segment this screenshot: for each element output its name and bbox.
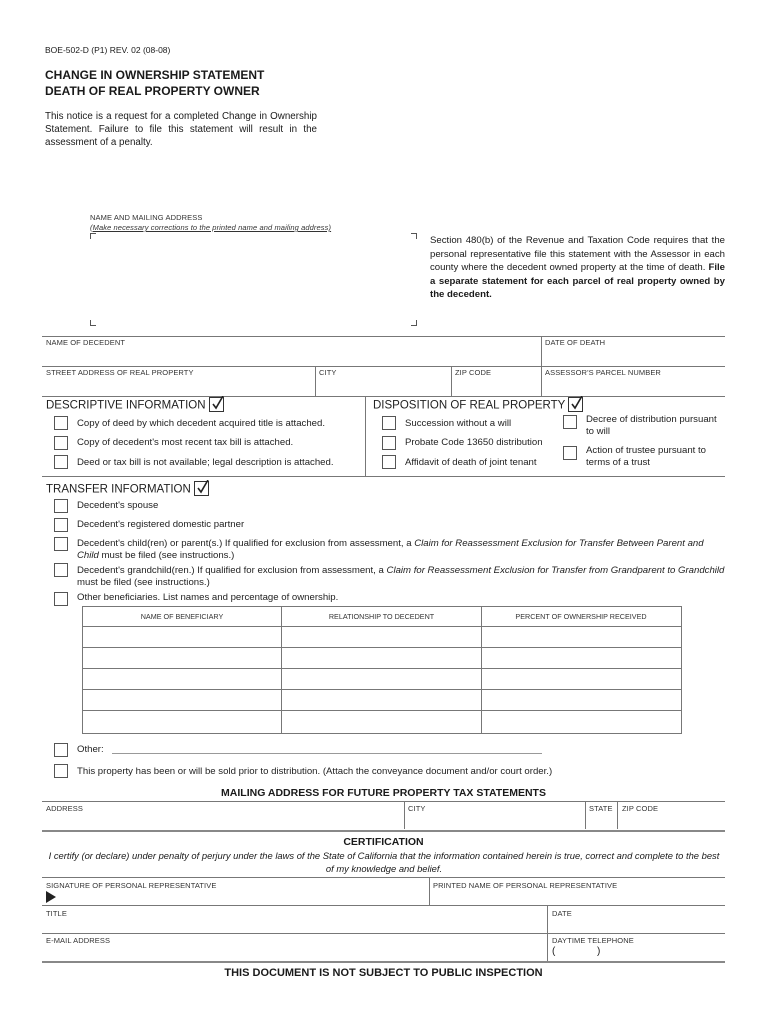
city-input[interactable] <box>319 379 447 393</box>
transfer-heading <box>46 482 209 497</box>
date-of-death-label: DATE OF DEATH <box>545 338 606 347</box>
grand-text-a: Decedent's grandchild(ren.) If qualified for exclusion from assessment, a <box>77 565 387 576</box>
email-label: E-MAIL ADDRESS <box>46 936 111 945</box>
name-of-decedent-input[interactable] <box>46 349 536 363</box>
disposition-heading-text: DISPOSITION OF REAL PROPERTY <box>373 399 566 412</box>
future-state-label: STATE <box>589 804 613 813</box>
relationship-input[interactable] <box>285 651 477 665</box>
checkbox-deed-copy[interactable] <box>54 416 68 430</box>
signature-input[interactable] <box>60 890 424 903</box>
beneficiary-name-input[interactable] <box>86 630 276 644</box>
zip-code-input[interactable] <box>455 379 537 393</box>
rule <box>42 905 725 906</box>
checkbox-property-sold[interactable] <box>54 764 68 778</box>
trustee-action-label: Action of trustee pursuant to terms of a trust <box>586 445 706 468</box>
street-address-input[interactable] <box>46 379 310 393</box>
checkbox-probate-code[interactable] <box>382 436 396 450</box>
rule <box>112 753 542 754</box>
section-480b-bold: File a separate statement for each parcel of real property owned by the decedent. <box>430 262 725 300</box>
grandchildren-label <box>77 565 725 589</box>
future-city-input[interactable] <box>408 814 581 827</box>
rule <box>82 647 681 648</box>
page-title-line2: DEATH OF REAL PROPERTY OWNER <box>45 84 260 98</box>
rule <box>451 366 452 396</box>
relationship-input[interactable] <box>285 693 477 707</box>
name-of-decedent-label: NAME OF DECEDENT <box>46 338 126 347</box>
future-address-input[interactable] <box>46 814 400 827</box>
percent-input[interactable] <box>485 693 675 707</box>
checkbox-succession[interactable] <box>382 416 396 430</box>
checkmark-icon <box>568 397 583 412</box>
future-zip-input[interactable] <box>622 814 723 827</box>
rule <box>42 396 725 397</box>
form-id: BOE-502-D (P1) REV. 02 (08-08) <box>45 45 171 55</box>
beneficiary-name-input[interactable] <box>86 714 276 728</box>
crop-mark-tl <box>90 233 96 239</box>
checkbox-affidavit[interactable] <box>382 455 396 469</box>
beneficiary-name-input[interactable] <box>86 651 276 665</box>
descriptive-heading <box>46 398 224 413</box>
future-mailing-heading: MAILING ADDRESS FOR FUTURE PROPERTY TAX STATEMENTS <box>221 787 546 799</box>
relationship-input[interactable] <box>285 630 477 644</box>
spouse-label: Decedent's spouse <box>77 500 159 511</box>
crop-mark-br <box>411 320 417 326</box>
children-text-a: Decedent's child(ren) or parent(s.) If qualified for exclusion from assessment, a <box>77 538 415 549</box>
rule <box>42 877 725 878</box>
percent-input[interactable] <box>485 630 675 644</box>
printed-name-label: PRINTED NAME OF PERSONAL REPRESENTATIVE <box>433 881 618 890</box>
parcel-number-input[interactable] <box>545 379 723 393</box>
rule <box>82 689 681 690</box>
checkmark-icon <box>209 397 224 412</box>
rule <box>42 366 725 367</box>
future-zip-label: ZIP CODE <box>622 804 659 813</box>
printed-name-input[interactable] <box>433 890 723 903</box>
parcel-number-label: ASSESSOR'S PARCEL NUMBER <box>545 368 661 377</box>
other-input[interactable] <box>114 740 540 752</box>
legal-description-label: Deed or tax bill is not available; legal description is attached. <box>77 457 334 468</box>
crop-mark-bl <box>90 320 96 326</box>
rule <box>617 801 618 829</box>
zip-code-label: ZIP CODE <box>455 368 492 377</box>
city-label: CITY <box>319 368 337 377</box>
relationship-header: RELATIONSHIP TO DECEDENT <box>328 612 435 621</box>
checkmark-icon <box>194 481 209 496</box>
sign-here-arrow-icon <box>46 891 56 903</box>
checkbox-spouse[interactable] <box>54 499 68 513</box>
rule <box>541 336 542 366</box>
rule <box>42 801 725 802</box>
street-address-label: STREET ADDRESS OF REAL PROPERTY <box>46 368 194 377</box>
children-label <box>77 538 725 562</box>
section-480b-plain: Section 480(b) of the Revenue and Taxation Code requires that the personal representative file this statement with the Assessor in each county where the decedent owned property at the time of death. <box>430 235 725 273</box>
rule <box>82 668 681 669</box>
other-label: Other: <box>77 744 104 755</box>
rule <box>429 877 430 905</box>
relationship-input[interactable] <box>285 672 477 686</box>
tax-bill-copy-label: Copy of decedent's most recent tax bill is attached. <box>77 437 294 448</box>
rule <box>82 710 681 711</box>
phone-label: DAYTIME TELEPHONE <box>552 936 634 945</box>
phone-area-code-input[interactable] <box>560 946 595 959</box>
checkbox-tax-bill-copy[interactable] <box>54 436 68 450</box>
rule <box>42 961 725 963</box>
other-beneficiaries-label: Other beneficiaries. List names and percentage of ownership. <box>77 592 339 603</box>
penalty-notice: This notice is a request for a completed Change in Ownership Statement. Failure to file this statement will result in the assessment of a penalty. <box>45 111 317 148</box>
date-input[interactable] <box>552 918 723 931</box>
relationship-input[interactable] <box>285 714 477 728</box>
grand-text-c: must be filed (see instructions.) <box>77 577 210 588</box>
deed-copy-label: Copy of deed by which decedent acquired title is attached. <box>77 418 325 429</box>
percent-input[interactable] <box>485 714 675 728</box>
phone-paren-close: ) <box>597 946 601 957</box>
percent-input[interactable] <box>485 672 675 686</box>
checkbox-trustee-action[interactable] <box>563 446 577 460</box>
transfer-heading-text: TRANSFER INFORMATION <box>46 483 191 496</box>
children-text-c: must be filed (see instructions.) <box>98 550 235 561</box>
mailing-address-input[interactable] <box>96 240 406 318</box>
date-label: DATE <box>552 909 572 918</box>
future-city-label: CITY <box>408 804 426 813</box>
checkbox-other-beneficiaries[interactable] <box>54 592 68 606</box>
certification-heading: CERTIFICATION <box>343 836 424 848</box>
footer-notice: THIS DOCUMENT IS NOT SUBJECT TO PUBLIC INSPECTION <box>224 967 543 979</box>
beneficiary-name-input[interactable] <box>86 672 276 686</box>
rule <box>585 801 586 829</box>
rule <box>82 626 681 627</box>
beneficiary-name-input[interactable] <box>86 693 276 707</box>
grand-claim-title: Claim for Reassessment Exclusion for Transfer from Grandparent to Grandchild <box>386 565 725 576</box>
checkbox-grandchildren[interactable] <box>54 563 68 577</box>
rule <box>547 933 548 961</box>
rule <box>42 933 725 934</box>
affidavit-label: Affidavit of death of joint tenant <box>405 457 537 468</box>
mailing-address-sublabel: (Make necessary corrections to the printed name and mailing address) <box>90 223 332 232</box>
domestic-partner-label: Decedent's registered domestic partner <box>77 519 245 530</box>
rule <box>541 366 542 396</box>
children-claim-title: Claim for Reassessment Exclusion for Transfer Between Parent and Child <box>77 538 704 561</box>
checkbox-domestic-partner[interactable] <box>54 518 68 532</box>
probate-code-label: Probate Code 13650 distribution <box>405 437 543 448</box>
crop-mark-tr <box>411 233 417 239</box>
checkbox-decree[interactable] <box>563 415 577 429</box>
mailing-address-label: NAME AND MAILING ADDRESS <box>90 213 203 222</box>
checkbox-other[interactable] <box>54 743 68 757</box>
signature-label: SIGNATURE OF PERSONAL REPRESENTATIVE <box>46 881 217 890</box>
rule <box>365 396 366 476</box>
beneficiary-name-header: NAME OF BENEFICIARY <box>140 612 224 621</box>
checkbox-children[interactable] <box>54 537 68 551</box>
rule <box>42 830 725 832</box>
checkbox-legal-description[interactable] <box>54 455 68 469</box>
descriptive-heading-text: DESCRIPTIVE INFORMATION <box>46 399 206 412</box>
title-input[interactable] <box>46 918 542 931</box>
percent-input[interactable] <box>485 651 675 665</box>
phone-paren-open: ( <box>552 946 556 957</box>
future-state-input[interactable] <box>589 814 614 827</box>
rule <box>42 476 725 477</box>
title-label: TITLE <box>46 909 67 918</box>
rule <box>315 366 316 396</box>
rule <box>42 336 725 337</box>
certification-text: I certify (or declare) under penalty of perjury under the laws of the State of California that the information contained herein is true, correct and complete to the best of my knowledge and belief. <box>48 850 720 874</box>
property-sold-label: This property has been or will be sold prior to distribution. (Attach the conveyance document and/or court order.) <box>77 766 553 777</box>
rule <box>547 905 548 933</box>
future-address-label: ADDRESS <box>46 804 83 813</box>
disposition-heading <box>373 398 583 413</box>
date-of-death-input[interactable] <box>545 349 723 363</box>
section-480b-text <box>430 234 725 302</box>
rule <box>404 801 405 829</box>
phone-number-input[interactable] <box>605 946 723 959</box>
percent-ownership-header: PERCENT OF OWNERSHIP RECEIVED <box>515 612 647 621</box>
succession-label: Succession without a will <box>405 418 512 429</box>
email-input[interactable] <box>46 946 542 959</box>
decree-label: Decree of distribution pursuant to will <box>586 414 717 437</box>
page-title-line1: CHANGE IN OWNERSHIP STATEMENT <box>45 68 265 82</box>
